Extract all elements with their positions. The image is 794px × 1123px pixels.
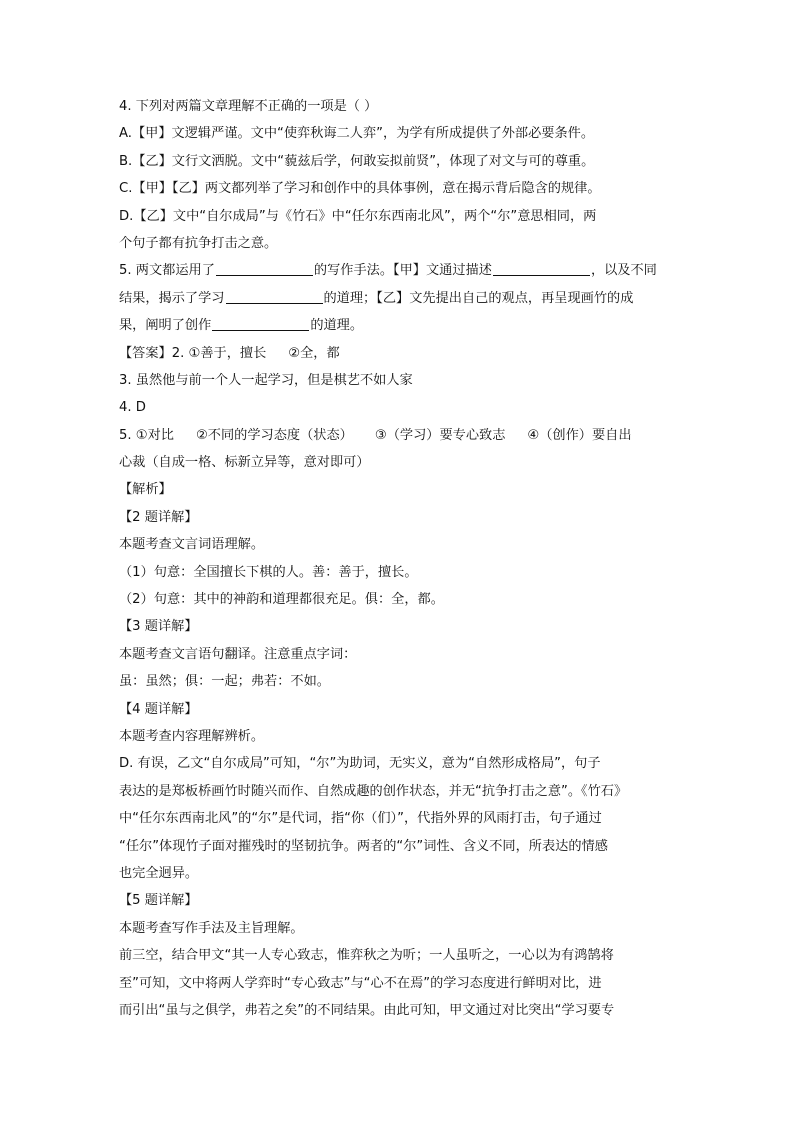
answer-line-4 <box>119 422 679 449</box>
q4-detail-text: “任尔”体现竹子面对摧残时的坚韧抗争。两者的“尔”词性、含义不同，所表达的情感 <box>119 838 608 854</box>
question-5-text: 果，阐明了创作 <box>119 318 212 334</box>
fill-in-blank <box>226 289 323 304</box>
q5-detail-text: 本题考查写作手法及主旨理解。 <box>119 920 304 936</box>
analysis-heading: 【解析】 <box>119 482 172 498</box>
q2-detail-text: （1）句意：全国擅长下棋的人。善：善于，擅长。 <box>119 564 418 580</box>
q4-detail-text: D. 有误，乙文“自尔成局”可知，“尔”为助词，无实义，意为“自然形成格局”，句子 <box>119 756 601 772</box>
q3-detail-text: 虽：虽然；俱：一起；弗若：不如。 <box>119 674 330 690</box>
q2-detail-heading: 【2 题详解】 <box>119 509 198 525</box>
answer-text: 5. ①对比 <box>119 427 174 443</box>
document-content <box>119 93 679 1024</box>
answer-text: ④（创作）要自出 <box>527 427 632 443</box>
fill-in-blank <box>493 261 590 276</box>
question-4-stem: 4. 下列对两篇文章理解不正确的一项是（ ） <box>119 99 378 114</box>
q5-detail-text: 前三空，结合甲文“其一人专心致志，惟弈秋之为听；一人虽听之，一心以为有鸿鹄将 <box>119 948 614 964</box>
answer-text: 【答案】2. ①善于，擅长 <box>119 345 267 361</box>
q5-detail-text: 而引出“虽与之俱学，弗若之矣”的不同结果。由此可知，甲文通过对比突出“学习要专 <box>119 1002 615 1018</box>
question-5-line-2 <box>119 285 679 312</box>
fill-in-blank <box>216 261 313 276</box>
question-5-line-1 <box>119 257 679 284</box>
question-5-text: 的写作手法。【甲】文通过描述 <box>313 263 492 279</box>
answer-text: ③（学习）要专心致志 <box>374 427 506 443</box>
answer-line-1 <box>119 340 679 367</box>
q4-detail-text: 中“任尔东西南北风”的“尔”是代词，指“你（们）”，代指外界的风雨打击，句子通过 <box>119 811 602 827</box>
question-5-text: 的道理；【乙】文先提出自己的观点，再呈现画竹的成 <box>323 290 634 306</box>
q4-detail-text: 本题考查内容理解辨析。 <box>119 728 265 744</box>
question-4-option-b: B.【乙】文行文洒脱。文中“藐兹后学，何敢妄拟前贤”，体现了对文与可的尊重。 <box>119 153 595 169</box>
answer-text: ②全，都 <box>288 345 340 361</box>
question-5-text: 结果，揭示了学习 <box>119 290 225 306</box>
question-5-line-3 <box>119 312 679 339</box>
question-4-option-d-line-2: 个句子都有抗争打击之意。 <box>119 235 278 251</box>
q3-detail-heading: 【3 题详解】 <box>119 619 198 635</box>
answer-line-3: 4. D <box>119 400 146 416</box>
fill-in-blank <box>212 316 309 331</box>
answer-line-5: 心裁（自成一格、标新立异等，意对即可） <box>119 455 370 471</box>
q5-detail-text: 至”可知，文中将两人学弈时“专心致志”与“心不在焉”的学习态度进行鲜明对比，进 <box>119 975 602 991</box>
q2-detail-text: （2）句意：其中的神韵和道理都很充足。俱：全，都。 <box>119 592 444 608</box>
question-4-option-c: C.【甲】【乙】两文都列举了学习和创作中的具体事例，意在揭示背后隐含的规律。 <box>119 181 601 197</box>
q5-detail-heading: 【5 题详解】 <box>119 893 198 909</box>
q4-detail-text: 表达的是郑板桥画竹时随兴而作、自然成趣的创作状态，并无“抗争打击之意”。《竹石》 <box>119 783 628 799</box>
question-5-text: ，以及不同 <box>590 263 657 279</box>
q3-detail-text: 本题考查文言语句翻译。注意重点字词： <box>119 646 357 662</box>
q4-detail-text: 也完全迥异。 <box>119 865 199 881</box>
answer-text: ②不同的学习态度（状态） <box>195 427 353 443</box>
q2-detail-text: 本题考查文言词语理解。 <box>119 537 265 553</box>
question-5-text: 的道理。 <box>310 318 364 334</box>
q4-detail-heading: 【4 题详解】 <box>119 701 198 717</box>
question-4-option-d-line-1: D.【乙】文中“自尔成局”与《竹石》中“任尔东西南北风”，两个“尔”意思相同，两 <box>119 208 597 224</box>
question-5-text: 5. 两文都运用了 <box>119 263 215 279</box>
question-4-option-a: A.【甲】文逻辑严谨。文中“使弈秋诲二人弈”，为学有所成提供了外部必要条件。 <box>119 126 595 142</box>
answer-line-2: 3. 虽然他与前一个人一起学习，但是棋艺不如人家 <box>119 372 413 388</box>
